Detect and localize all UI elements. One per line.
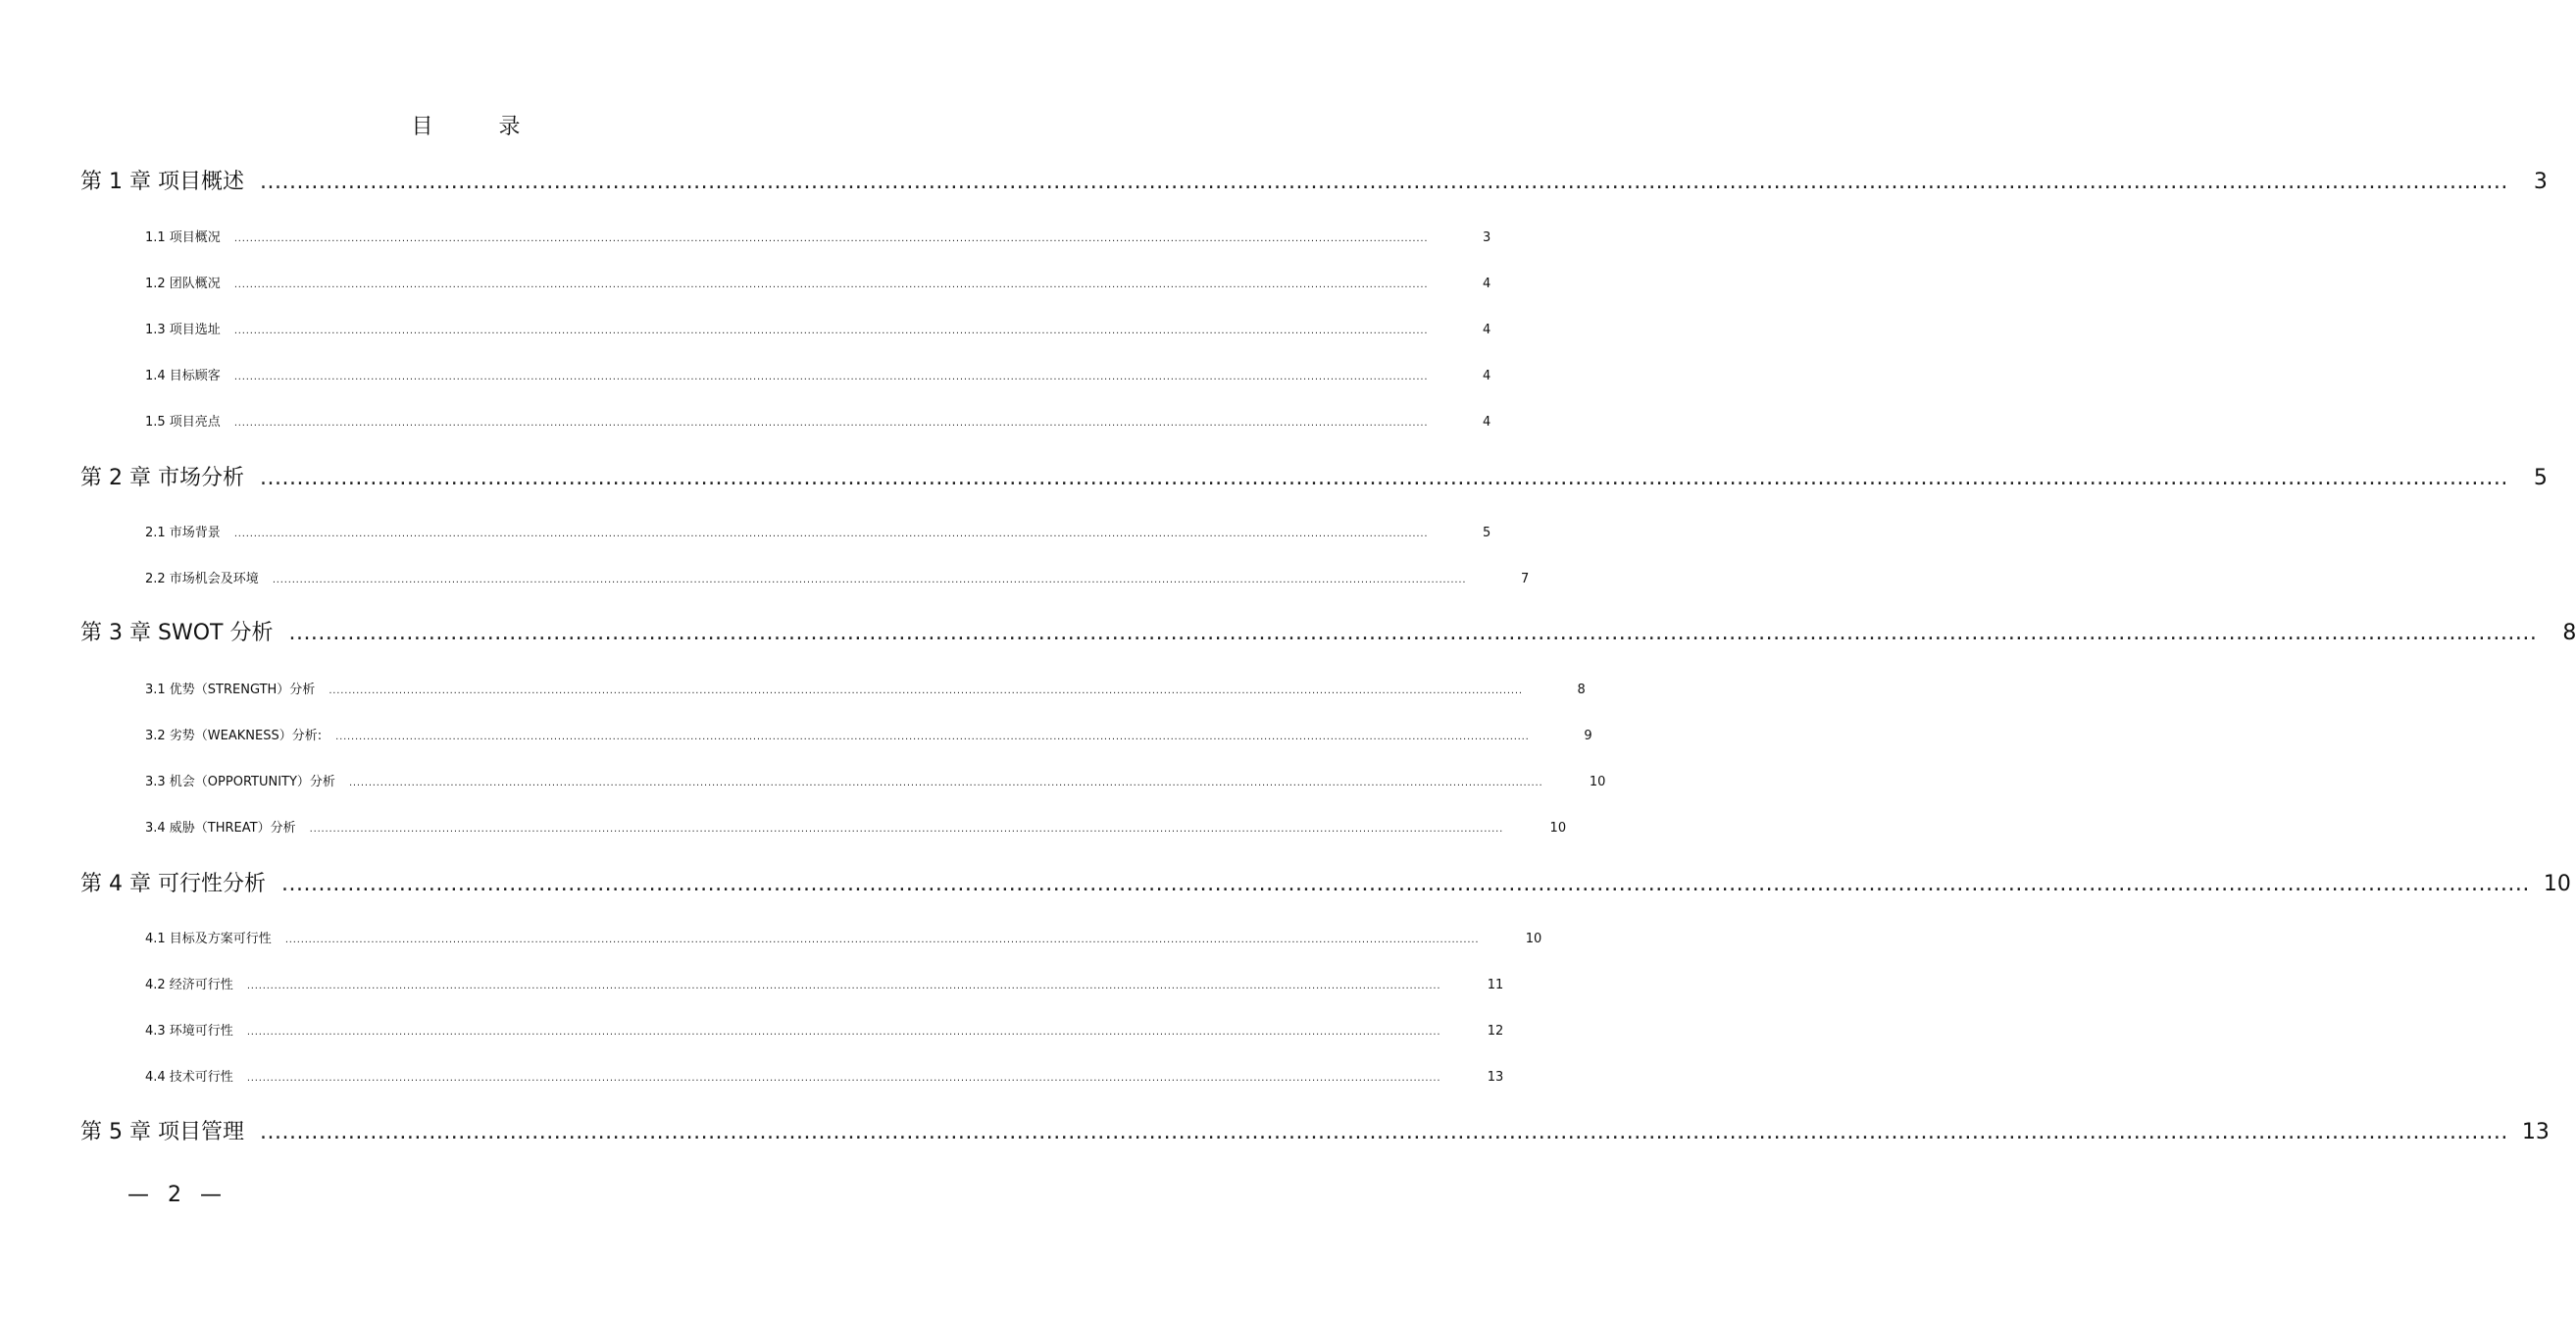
toc-section-3-1[interactable] [145, 679, 1586, 697]
toc-section-4-3[interactable] [145, 1020, 1504, 1039]
page-number: 3 [1483, 230, 1491, 245]
section-label: 1.4 目标顾客 [145, 369, 221, 383]
toc-chapter-5[interactable] [80, 1115, 2550, 1145]
toc-section-4-2[interactable] [145, 974, 1504, 992]
dot-leader: .................................................................................................................................................................................................................................................................................................................. [246, 1073, 1441, 1084]
page-number: 13 [2521, 1120, 2550, 1144]
page-number: 10 [1525, 932, 1542, 946]
toc-section-1-2[interactable] [145, 273, 1491, 291]
dot-leader: .................................................................................................................................................................................................................................................................................................................. [233, 279, 1429, 290]
section-label: 4.3 环境可行性 [145, 1024, 233, 1039]
page-number: 12 [1487, 1024, 1504, 1039]
section-label: 1.2 团队概况 [145, 277, 221, 291]
toc-chapter-3[interactable] [80, 616, 2576, 646]
toc-chapter-1[interactable] [80, 165, 2548, 195]
page-number: 10 [1549, 821, 1567, 836]
toc-section-2-1[interactable] [145, 522, 1491, 540]
section-label: 2.2 市场机会及环境 [145, 572, 259, 586]
section-label: 2.1 市场背景 [145, 526, 221, 540]
dot-leader: .................................................................................................................................................................................................................................................................................................................. [233, 529, 1429, 539]
dot-leader: .................................................................................................................................................................................................................................................................................................................. [233, 326, 1429, 336]
toc-chapter-2[interactable] [80, 461, 2548, 491]
section-label: 1.1 项目概况 [145, 230, 221, 245]
page-number: 8 [2562, 621, 2576, 645]
toc-section-1-1[interactable] [145, 227, 1491, 245]
toc-section-4-1[interactable] [145, 928, 1542, 946]
page-number: 10 [2543, 872, 2571, 896]
dot-leader: .................................................................................................................................................................................................................................................................................................................. [348, 778, 1543, 788]
chapter-label: 第 2 章 市场分析 [80, 466, 244, 490]
dot-leader: .................................................................................................................................................................................................................................................................................................................. [233, 372, 1429, 382]
dot-leader: .................................................................................................................................................................................................................................................................................................................. [233, 418, 1429, 429]
page-number: 7 [1521, 572, 1530, 586]
dot-leader: .................................................................................................................................................................................................................................................................................................................. [272, 575, 1467, 585]
dot-leader: .................................................................................................................................................................................................................................................................................................................. [309, 824, 1504, 835]
dot-leader: .................................................................................................................................................................................................................................................................................................................. [288, 621, 2538, 645]
page-number: 8 [1577, 683, 1586, 697]
page-number: 9 [1584, 729, 1592, 743]
toc-section-1-5[interactable] [145, 411, 1491, 430]
dot-leader: .................................................................................................................................................................................................................................................................................................................. [259, 170, 2508, 194]
toc-chapter-4[interactable] [80, 867, 2571, 897]
page-number: 4 [1483, 277, 1491, 291]
toc-section-4-4[interactable] [145, 1066, 1504, 1085]
toc-section-1-4[interactable] [145, 365, 1491, 383]
chapter-label: 第 1 章 项目概述 [80, 170, 244, 194]
page-footer: — 2 — [127, 1183, 227, 1207]
toc-section-3-4[interactable] [145, 817, 1567, 836]
page-number: 3 [2533, 170, 2548, 194]
dot-leader: .................................................................................................................................................................................................................................................................................................................. [280, 872, 2530, 896]
chapter-label: 第 5 章 项目管理 [80, 1120, 244, 1144]
toc-section-1-3[interactable] [145, 319, 1491, 337]
dot-leader: .................................................................................................................................................................................................................................................................................................................. [328, 685, 1523, 696]
section-label: 1.5 项目亮点 [145, 415, 221, 430]
page-number: 4 [1483, 323, 1491, 337]
section-label: 3.2 劣势（WEAKNESS）分析: [145, 729, 323, 743]
section-label: 3.1 优势（STRENGTH）分析 [145, 683, 316, 697]
chapter-label: 第 4 章 可行性分析 [80, 872, 266, 896]
toc-section-3-2[interactable] [145, 725, 1592, 743]
section-label: 4.1 目标及方案可行性 [145, 932, 272, 946]
page-number: 5 [2533, 466, 2548, 490]
page-number: 5 [1483, 526, 1491, 540]
section-label: 3.3 机会（OPPORTUNITY）分析 [145, 775, 335, 789]
section-label: 4.2 经济可行性 [145, 978, 233, 992]
dot-leader: .................................................................................................................................................................................................................................................................................................................. [233, 233, 1429, 244]
dot-leader: .................................................................................................................................................................................................................................................................................................................. [246, 981, 1441, 991]
dot-leader: .................................................................................................................................................................................................................................................................................................................. [259, 466, 2508, 490]
toc-section-3-3[interactable] [145, 771, 1606, 789]
section-label: 1.3 项目选址 [145, 323, 221, 337]
section-label: 4.4 技术可行性 [145, 1070, 233, 1085]
page-number: 4 [1483, 415, 1491, 430]
dot-leader: .................................................................................................................................................................................................................................................................................................................. [246, 1027, 1441, 1038]
page-number: 10 [1589, 775, 1606, 789]
dot-leader: .................................................................................................................................................................................................................................................................................................................. [259, 1120, 2508, 1144]
dot-leader: .................................................................................................................................................................................................................................................................................................................. [284, 935, 1480, 945]
page-number: 13 [1487, 1070, 1504, 1085]
section-label: 3.4 威胁（THREAT）分析 [145, 821, 296, 836]
toc-title: 目 录 [411, 115, 550, 139]
chapter-label: 第 3 章 SWOT 分析 [80, 621, 274, 645]
page-number: 4 [1483, 369, 1491, 383]
page-number: 11 [1487, 978, 1504, 992]
toc-section-2-2[interactable] [145, 568, 1530, 586]
dot-leader: .................................................................................................................................................................................................................................................................................................................. [335, 732, 1530, 742]
